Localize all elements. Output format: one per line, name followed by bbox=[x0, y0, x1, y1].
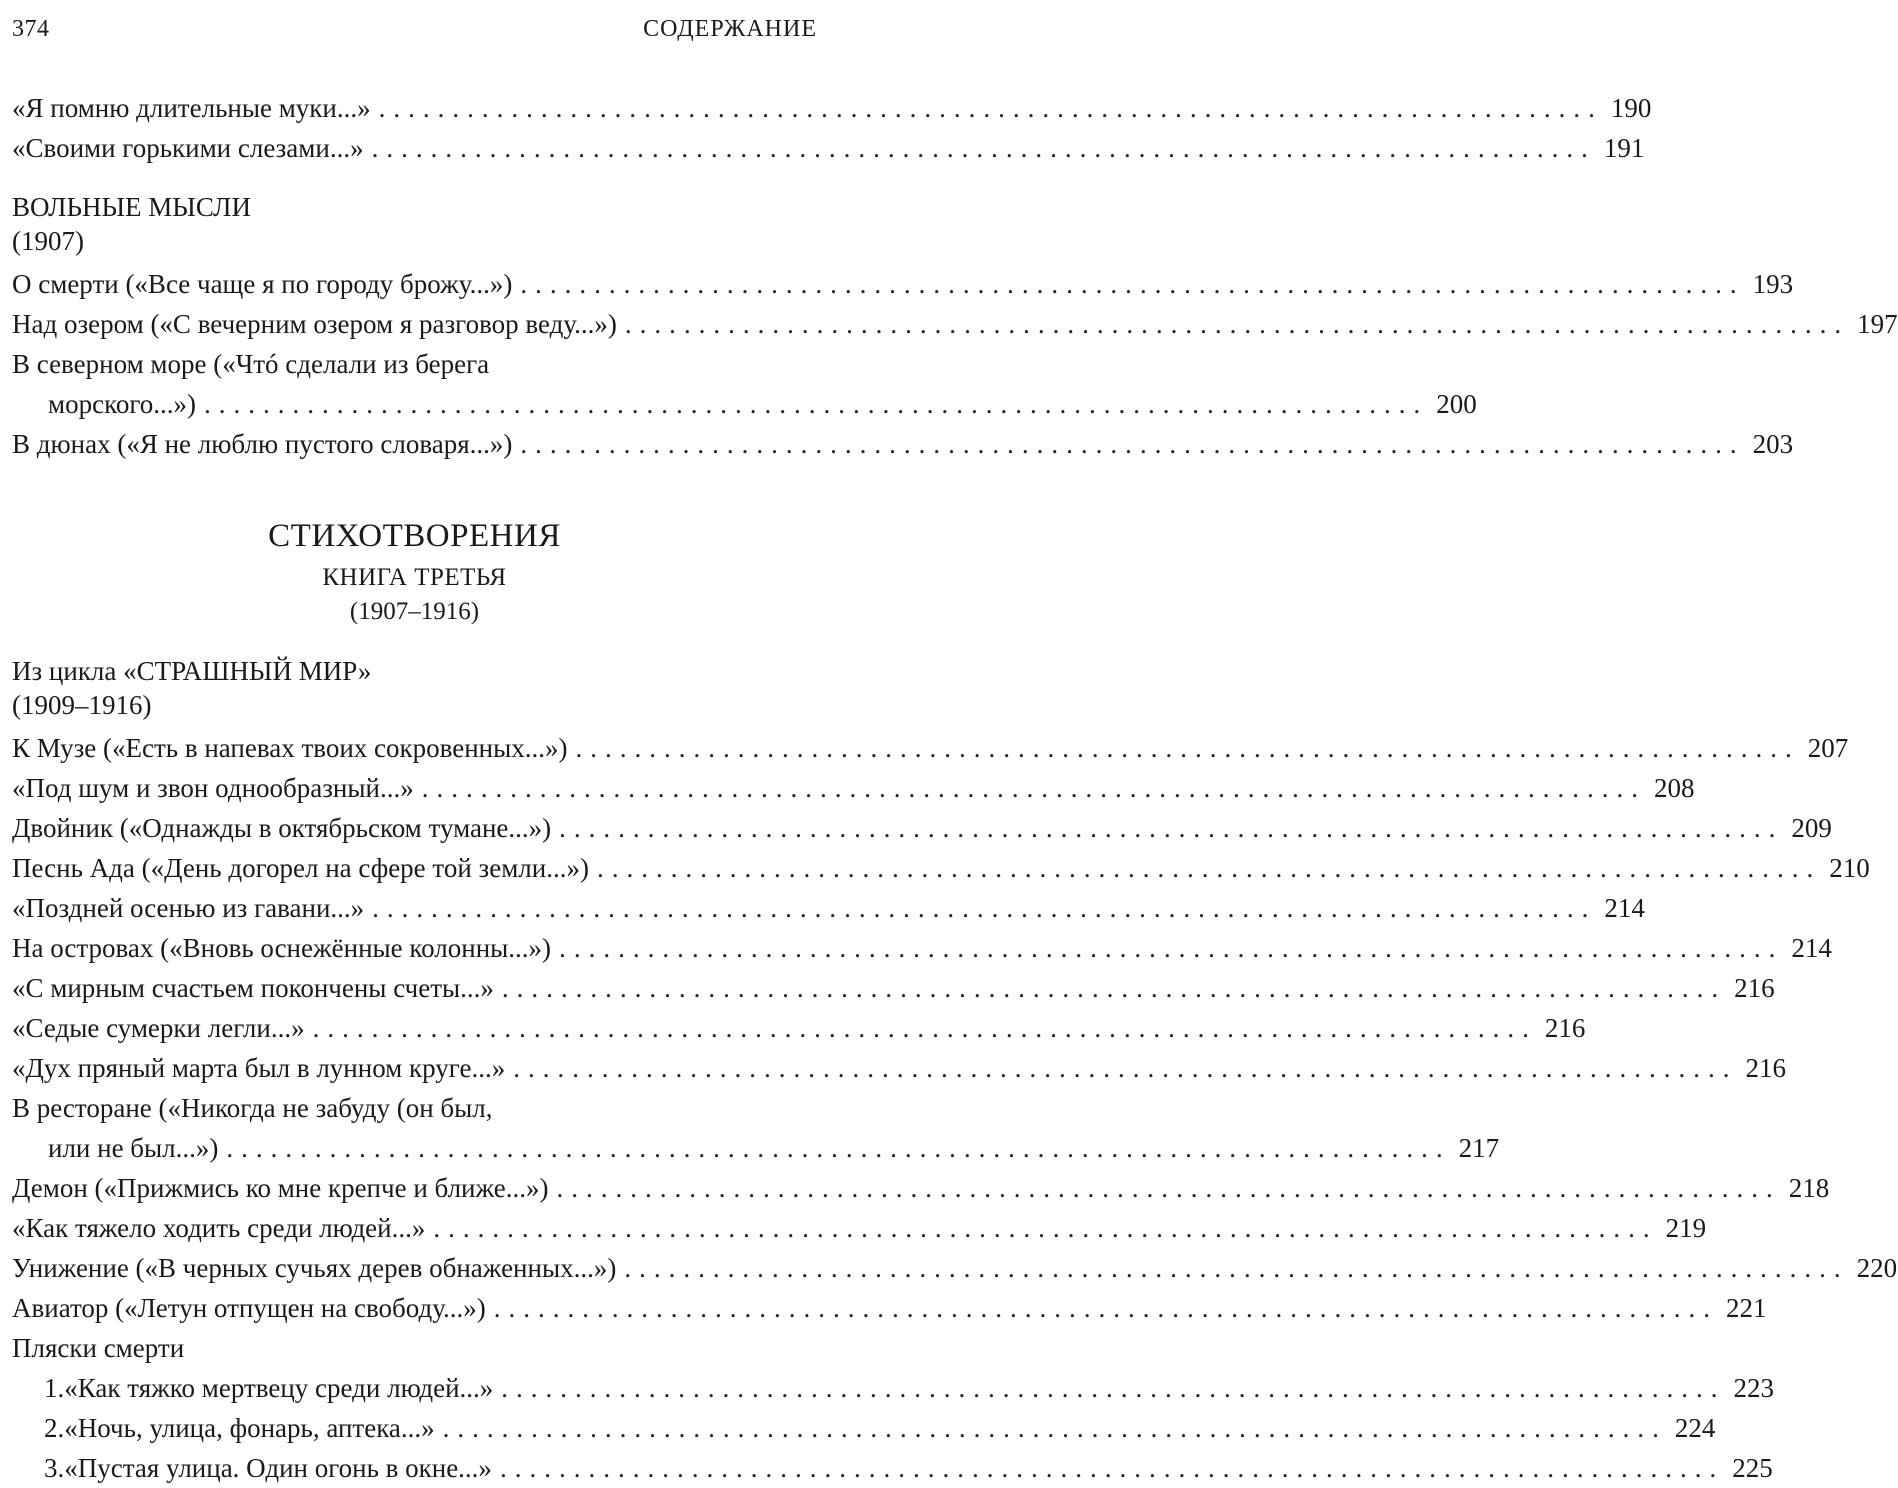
leader-dots: ................................................................................... bbox=[442, 1413, 1667, 1443]
toc-entry[interactable] bbox=[12, 1248, 1898, 1288]
entry-title: Авиатор («Летун отпущен на свободу...») bbox=[12, 1293, 486, 1323]
toc-entry[interactable] bbox=[12, 848, 1870, 888]
leader-dots: ................................................................................... bbox=[520, 269, 1745, 299]
entry-title: «С мирным счастьем покончены счеты...» bbox=[12, 973, 494, 1003]
entry-page: 214 bbox=[1791, 933, 1832, 963]
entry-title: «Пустая улица. Один огонь в окне...» bbox=[64, 1453, 492, 1483]
entry-page: 191 bbox=[1603, 133, 1645, 163]
entry-page: 197 bbox=[1857, 309, 1898, 339]
entry-page: 221 bbox=[1726, 1293, 1767, 1323]
toc-entry[interactable] bbox=[12, 1208, 1707, 1248]
leader-dots: ................................................................................... bbox=[372, 893, 1597, 923]
leader-dots: ................................................................................... bbox=[378, 93, 1603, 123]
leader-dots: ................................................................................... bbox=[501, 973, 1727, 1003]
leader-dots: ................................................................................... bbox=[575, 733, 1800, 763]
entry-title: «Своими горькими слезами...» bbox=[12, 133, 364, 163]
leader-dots: ................................................................................... bbox=[203, 389, 1429, 419]
toc-entry[interactable] bbox=[12, 768, 1695, 808]
leader-dots: ................................................................................... bbox=[559, 813, 1784, 843]
toc-entry[interactable] bbox=[12, 304, 1898, 344]
entry-title: Над озером («С вечерним озером я разговор веду...») bbox=[12, 309, 617, 339]
toc-entry[interactable] bbox=[12, 264, 1794, 304]
toc-entry-continuation[interactable] bbox=[12, 1128, 1500, 1168]
toc-entry[interactable] bbox=[12, 728, 1849, 768]
entry-page: 200 bbox=[1436, 389, 1477, 419]
leader-dots: ................................................................................... bbox=[226, 1133, 1451, 1163]
entry-page: 193 bbox=[1752, 269, 1794, 299]
toc-entry-continuation[interactable] bbox=[12, 384, 1477, 424]
toc-entry[interactable] bbox=[12, 928, 1832, 968]
toc-entry[interactable] bbox=[12, 1288, 1767, 1328]
leader-dots: ................................................................................... bbox=[371, 133, 1596, 163]
entry-number: 3. bbox=[44, 1453, 65, 1483]
toc-entry[interactable] bbox=[12, 1168, 1830, 1208]
toc-entry[interactable] bbox=[12, 1368, 1775, 1408]
toc-entry[interactable] bbox=[12, 1408, 1716, 1448]
entry-title: «Как тяжко мертвецу среди людей...» bbox=[64, 1373, 494, 1403]
leader-dots: ................................................................................... bbox=[596, 853, 1822, 883]
leader-dots: ................................................................................... bbox=[312, 1013, 1537, 1043]
toc-entry[interactable] bbox=[12, 968, 1775, 1008]
entry-title: На островах («Вновь оснежённые колонны...») bbox=[12, 933, 552, 963]
entry-title: Песнь Ада («День догорел на сфере той земли...») bbox=[12, 853, 589, 883]
entry-title-cont: морского...») bbox=[48, 389, 196, 419]
entry-title: «Ночь, улица, фонарь, аптека...» bbox=[64, 1413, 435, 1443]
entry-number: 1. bbox=[44, 1373, 65, 1403]
leader-dots: ................................................................................... bbox=[624, 309, 1850, 339]
entry-title: «Поздней осенью из гавани...» bbox=[12, 893, 365, 923]
entry-title: В северном море («Чтó сделали из берега bbox=[12, 349, 490, 379]
entry-title: Двойник («Однажды в октябрьском тумане...») bbox=[12, 813, 552, 843]
toc-entry[interactable] bbox=[12, 1448, 1773, 1488]
book-subtitle: КНИГА ТРЕТЬЯ bbox=[322, 564, 507, 591]
leader-dots: ................................................................................... bbox=[433, 1213, 1658, 1243]
entry-page: 210 bbox=[1829, 853, 1870, 883]
entry-title: К Музе («Есть в напевах твоих сокровенных...») bbox=[12, 733, 568, 763]
entry-page: 209 bbox=[1791, 813, 1832, 843]
entry-page: 219 bbox=[1665, 1213, 1707, 1243]
entry-title: «Я помню длительные муки...» bbox=[12, 93, 371, 123]
entry-title: «Седые сумерки легли...» bbox=[12, 1013, 305, 1043]
leader-dots: ................................................................................... bbox=[501, 1373, 1726, 1403]
leader-dots: ................................................................................... bbox=[513, 1053, 1738, 1083]
entry-title: Унижение («В черных сучьях дерев обнаженных...») bbox=[12, 1253, 617, 1283]
leader-dots: ................................................................................... bbox=[493, 1293, 1719, 1323]
running-title: СОДЕРЖАНИЕ bbox=[643, 16, 817, 42]
leader-dots: ................................................................................... bbox=[499, 1453, 1725, 1483]
entry-page: 216 bbox=[1745, 1053, 1786, 1083]
section-heading: Из цикла «СТРАШНЫЙ МИР» bbox=[12, 656, 372, 686]
entry-title: «Как тяжело ходить среди людей...» bbox=[12, 1213, 426, 1243]
entry-page: 217 bbox=[1458, 1133, 1500, 1163]
entry-page: 223 bbox=[1733, 1373, 1775, 1403]
section-heading: ВОЛЬНЫЕ МЫСЛИ bbox=[12, 192, 251, 222]
entry-page: 224 bbox=[1674, 1413, 1716, 1443]
entry-title: Демон («Прижмись ко мне крепче и ближе...») bbox=[12, 1173, 549, 1203]
book-years: (1907–1916) bbox=[349, 598, 480, 625]
entry-title-cont: или не был...») bbox=[48, 1133, 219, 1163]
entry-page: 216 bbox=[1544, 1013, 1586, 1043]
leader-dots: ................................................................................... bbox=[421, 773, 1646, 803]
entry-page: 218 bbox=[1788, 1173, 1830, 1203]
entry-title: «Дух пряный марта был в лунном круге...» bbox=[12, 1053, 506, 1083]
entry-title: О смерти («Все чаще я по городу брожу...») bbox=[12, 269, 513, 299]
book-title: СТИХОТВОРЕНИЯ bbox=[268, 518, 561, 554]
entry-title: «Под шум и звон однообразный...» bbox=[12, 773, 414, 803]
leader-dots: ................................................................................... bbox=[559, 933, 1784, 963]
leader-dots: ................................................................................... bbox=[520, 429, 1745, 459]
toc-strashny-entries bbox=[12, 728, 1898, 1488]
cycle-title-text: Пляски смерти bbox=[12, 1333, 185, 1363]
entry-page: 203 bbox=[1752, 429, 1794, 459]
entry-title: В ресторане («Никогда не забуду (он был, bbox=[12, 1093, 493, 1123]
toc-volnye-entries bbox=[12, 264, 1898, 464]
entry-page: 190 bbox=[1610, 93, 1652, 123]
toc-entry[interactable] bbox=[12, 128, 1645, 168]
cycle-title bbox=[12, 1328, 817, 1368]
entry-page: 207 bbox=[1807, 733, 1849, 763]
entry-number: 2. bbox=[44, 1413, 65, 1443]
toc-entry[interactable] bbox=[12, 1048, 1786, 1088]
entry-page: 225 bbox=[1732, 1453, 1773, 1483]
leader-dots: ................................................................................... bbox=[556, 1173, 1781, 1203]
entry-page: 220 bbox=[1856, 1253, 1898, 1283]
toc-entry[interactable] bbox=[12, 888, 1645, 928]
toc-entry[interactable] bbox=[12, 808, 1832, 848]
toc-entry[interactable] bbox=[12, 1088, 817, 1128]
toc-entry[interactable] bbox=[12, 424, 1794, 464]
page-number: 374 bbox=[12, 16, 50, 42]
section-years: (1909–1916) bbox=[12, 690, 152, 720]
toc-entry[interactable] bbox=[12, 88, 1652, 128]
entry-page: 216 bbox=[1734, 973, 1775, 1003]
toc-entry[interactable] bbox=[12, 1008, 1586, 1048]
toc-top-entries bbox=[12, 88, 1652, 168]
section-years: (1907) bbox=[12, 226, 84, 256]
toc-entry[interactable] bbox=[12, 344, 817, 384]
leader-dots: ................................................................................... bbox=[624, 1253, 1849, 1283]
entry-page: 208 bbox=[1653, 773, 1695, 803]
entry-title: В дюнах («Я не люблю пустого словаря...») bbox=[12, 429, 513, 459]
entry-page: 214 bbox=[1604, 893, 1645, 923]
